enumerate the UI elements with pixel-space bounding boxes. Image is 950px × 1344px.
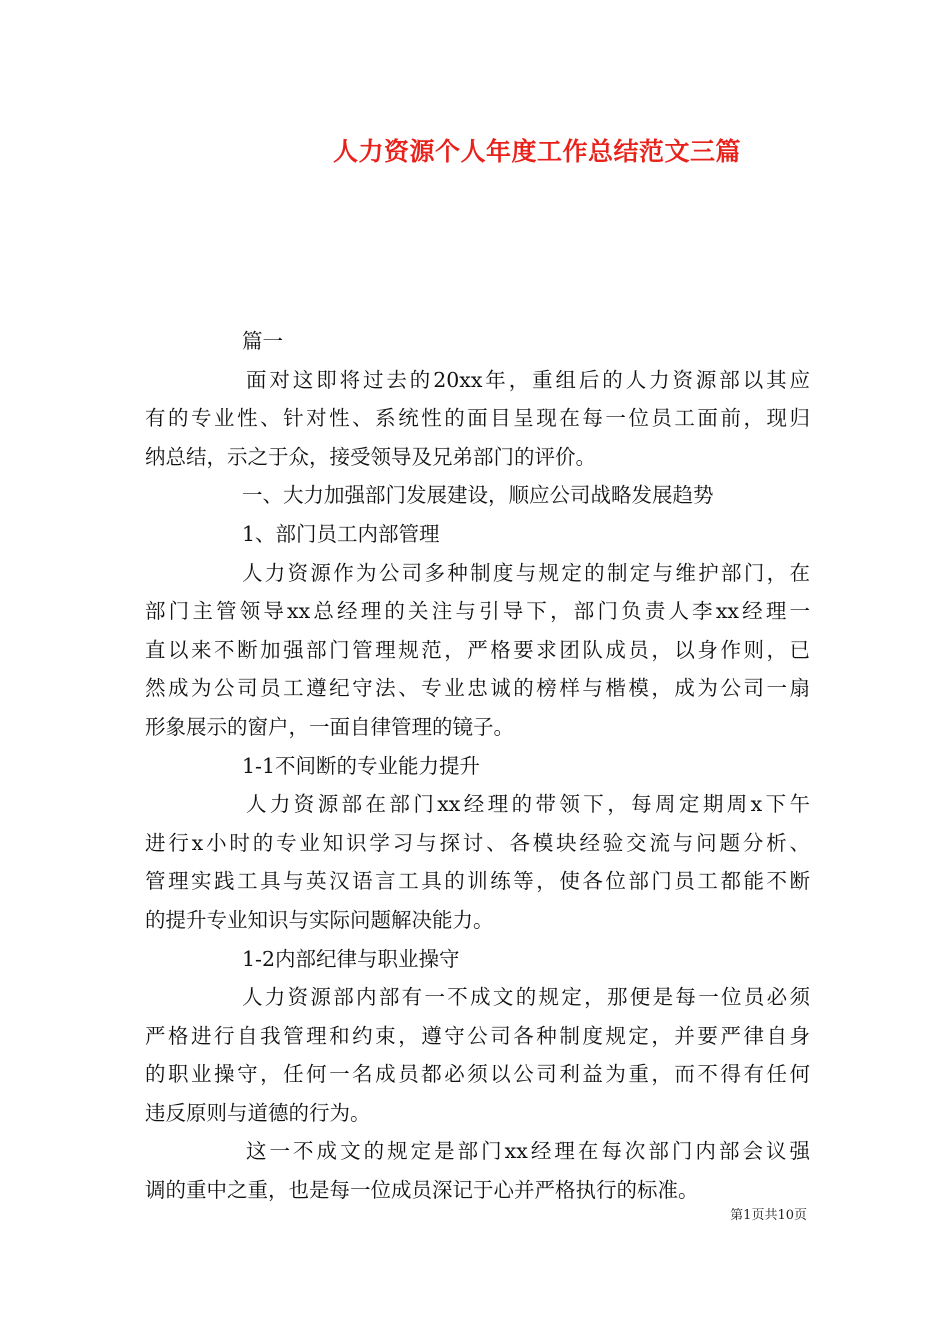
paragraph-line: 严格进行自我管理和约束，遵守公司各种制度规定，并要严律自身 (145, 1023, 810, 1048)
document-title (0, 132, 950, 168)
paragraph-line: 面对这即将过去的20xx年，重组后的人力资源部以其应 (246, 367, 810, 392)
document-title-text: 人力资源个人年度工作总结范文三篇 (332, 137, 741, 166)
paragraph-line: 纳总结，示之于众，接受领导及兄弟部门的评价。 (145, 444, 596, 469)
paragraph-line: 进行x小时的专业知识学习与探讨、各模块经验交流与问题分析、 (145, 830, 810, 855)
subsection-heading: 1、部门员工内部管理 (242, 521, 440, 546)
paragraph-line: 然成为公司员工遵纪守法、专业忠诚的榜样与楷模，成为公司一扇 (145, 676, 810, 701)
paragraph-line: 人力资源部内部有一不成文的规定，那便是每一位员必须 (242, 985, 810, 1010)
subsection-heading: 1-1不间断的专业能力提升 (242, 753, 481, 778)
paragraph-line: 这一不成文的规定是部门xx经理在每次部门内部会议强 (246, 1139, 810, 1164)
page-footer: 第1页共10页 (730, 1208, 807, 1223)
paragraph-line: 的提升专业知识与实际问题解决能力。 (145, 907, 494, 932)
paragraph-line: 有的专业性、针对性、系统性的面目呈现在每一位员工面前，现归 (145, 406, 810, 431)
paragraph-line: 部门主管领导xx总经理的关注与引导下，部门负责人李xx经理一 (145, 599, 810, 624)
document-body (145, 322, 810, 1210)
section-heading: 一、大力加强部门发展建设，顺应公司战略发展趋势 (242, 483, 714, 508)
section-heading: 篇一 (242, 329, 283, 353)
paragraph-line: 人力资源部在部门xx经理的带领下，每周定期周x下午 (246, 792, 810, 817)
paragraph-line: 形象展示的窗户，一面自律管理的镜子。 (145, 714, 514, 739)
paragraph-line: 管理实践工具与英汉语言工具的训练等，使各位部门员工都能不断 (145, 869, 810, 894)
paragraph-line: 调的重中之重，也是每一位成员深记于心并严格执行的标准。 (145, 1178, 699, 1203)
paragraph-line: 直以来不断加强部门管理规范，严格要求团队成员，以身作则，已 (145, 637, 810, 662)
subsection-heading: 1-2内部纪律与职业操守 (242, 946, 460, 971)
paragraph-line: 人力资源作为公司多种制度与规定的制定与维护部门，在 (242, 560, 810, 585)
paragraph-line: 的职业操守，任何一名成员都必须以公司利益为重，而不得有任何 (145, 1062, 810, 1087)
paragraph-line: 违反原则与道德的行为。 (145, 1100, 371, 1125)
